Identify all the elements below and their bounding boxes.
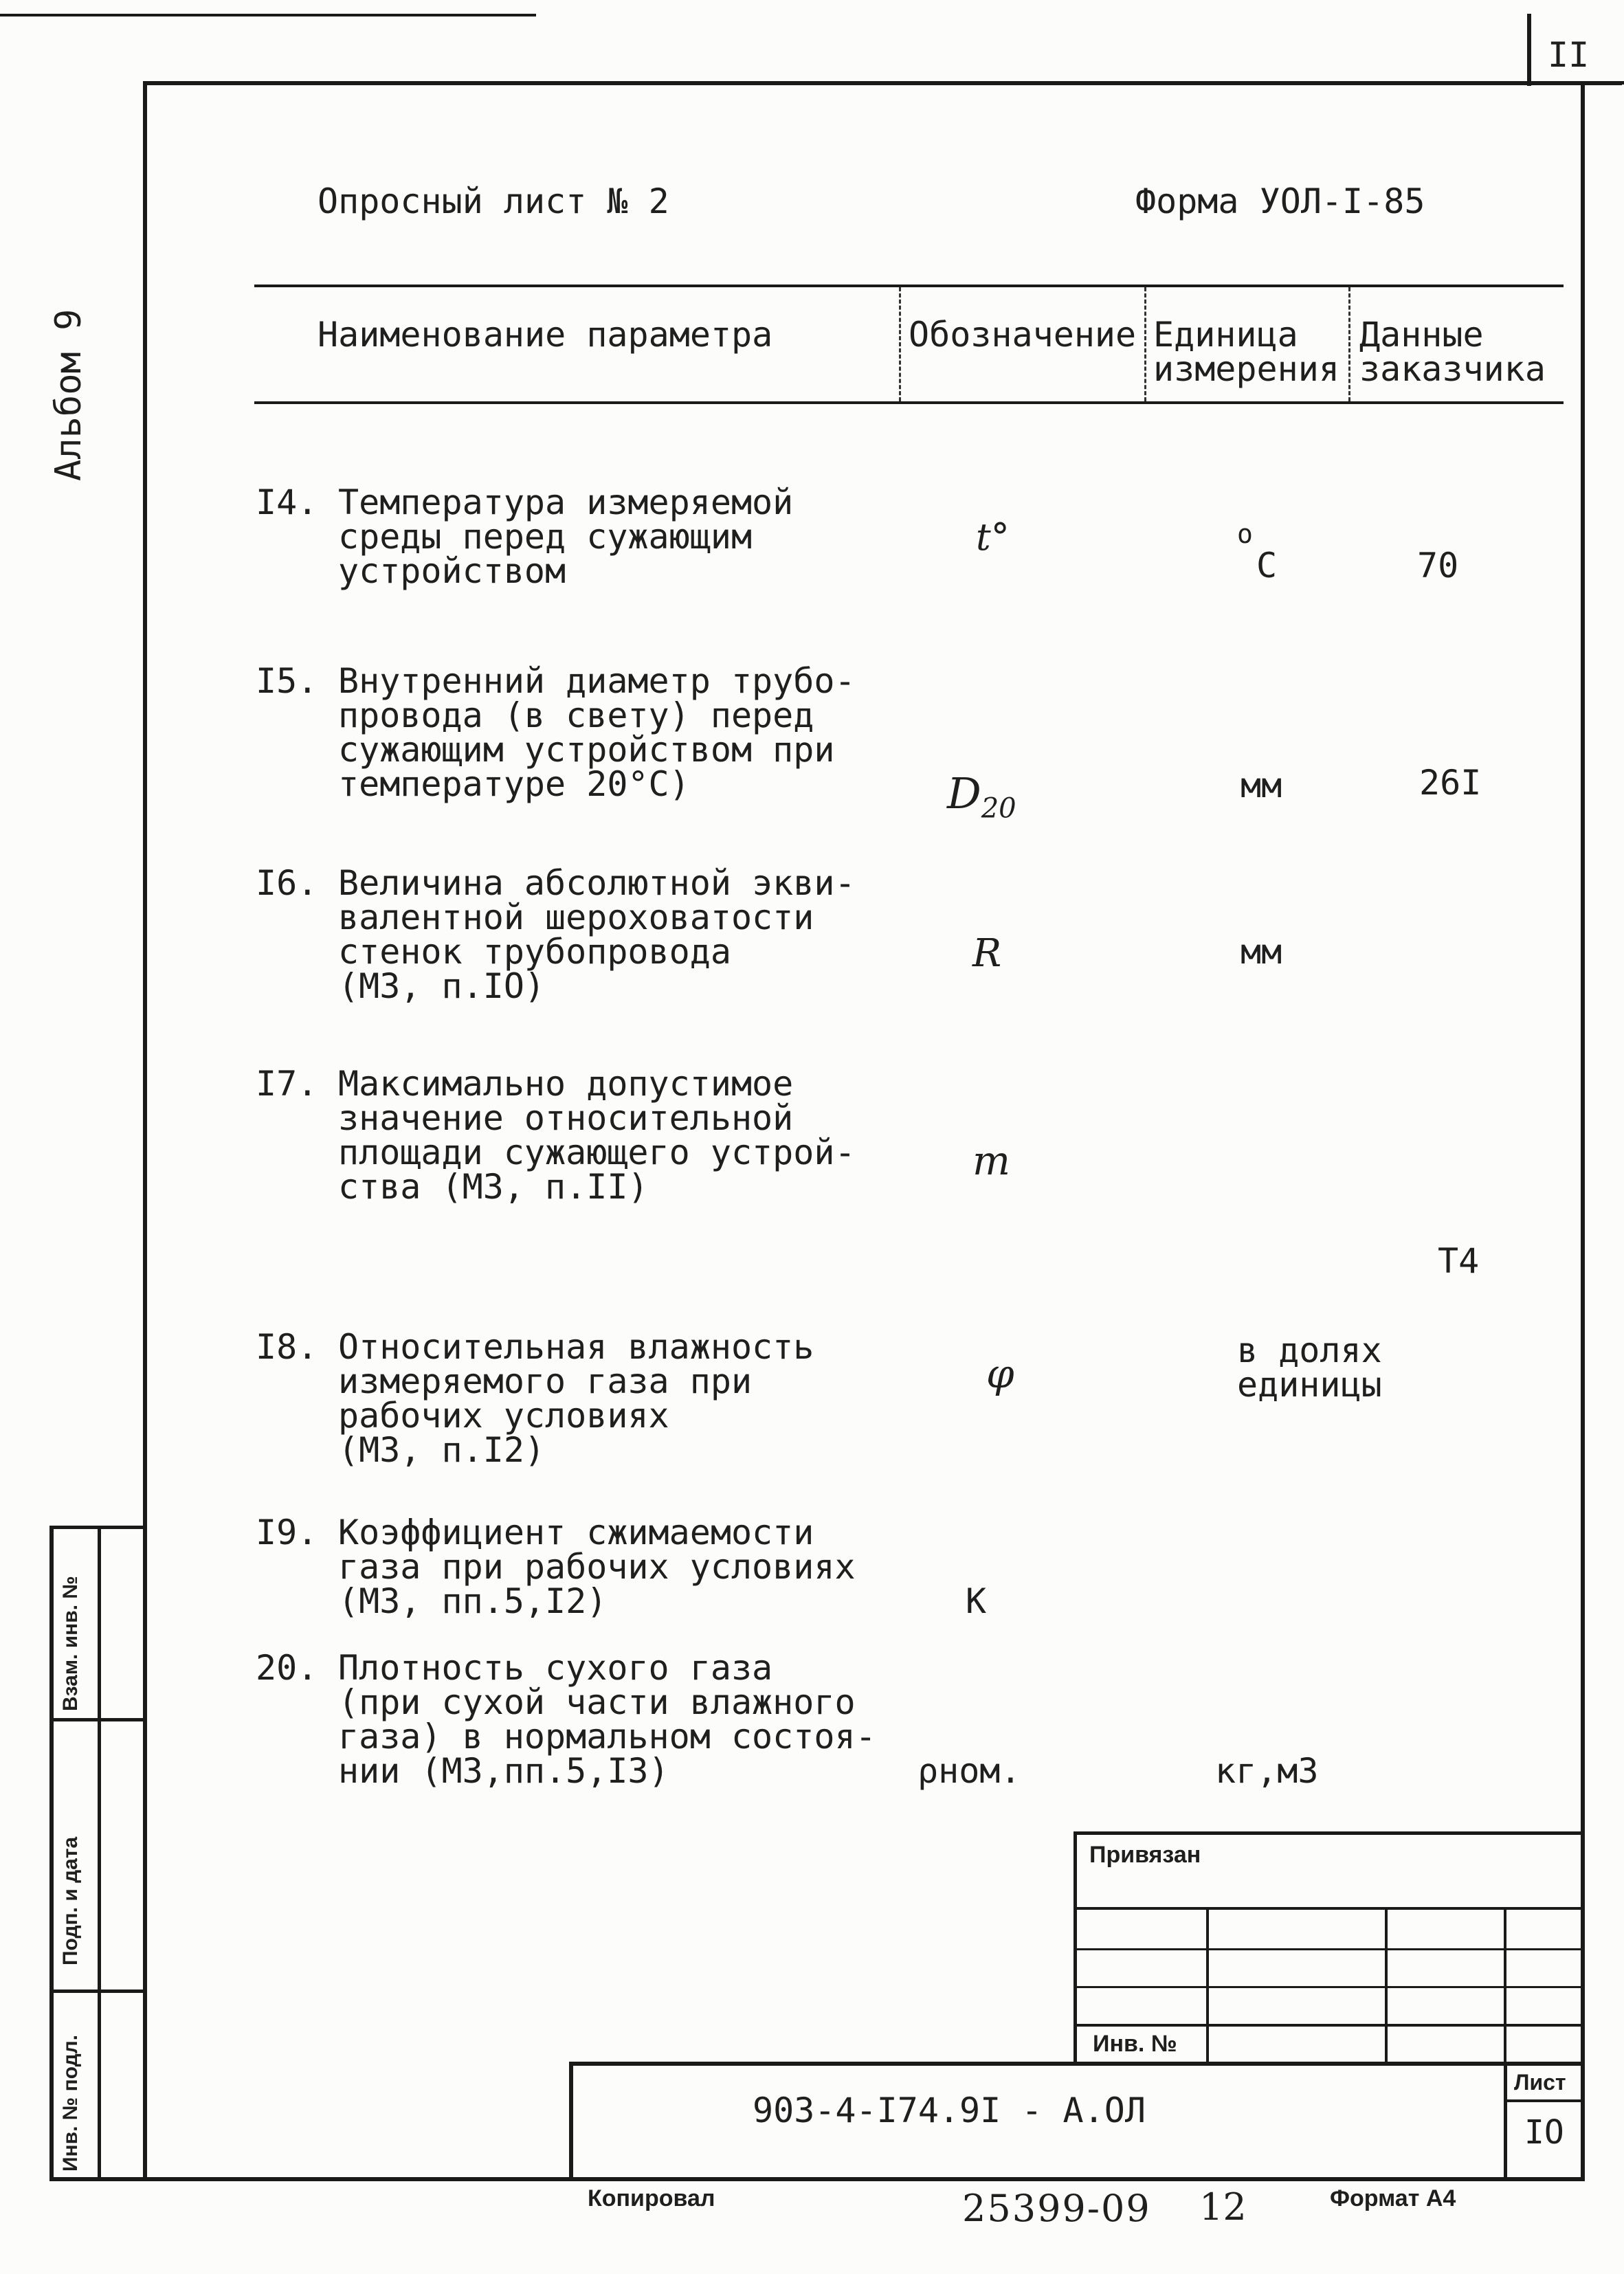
col-header-unit: Единица измерения [1153, 315, 1339, 389]
form-code: Форма УОЛ-I-85 [1135, 181, 1425, 221]
row-number: I8. [256, 1327, 318, 1367]
row-number: 20. [256, 1648, 318, 1688]
row-symbol: φ [986, 1350, 1014, 1397]
frame-left [143, 81, 147, 2181]
row-name: Температура измеряемой среды перед сужающим устройством [338, 482, 794, 591]
table-header-bottom-rule [254, 401, 1564, 404]
corner-box-left [1527, 14, 1531, 86]
row-name: Относительная влажность измеряемого газа при рабочих условиях (МЗ, п.I2) [338, 1327, 814, 1470]
col-divider-2 [1144, 287, 1146, 401]
frame-right [1581, 81, 1585, 2181]
table-header-top-rule [254, 285, 1564, 287]
row-number: I9. [256, 1513, 318, 1552]
row-value: 26I [1419, 763, 1482, 803]
original-inventory-label: Инв. № подл. [59, 2034, 82, 2172]
side-label: Альбом 9 [48, 309, 89, 481]
sheet-number: IО [1524, 2113, 1564, 2152]
signature-date-label: Подп. и дата [59, 1836, 82, 1965]
row-symbol: $D_{20}$ [947, 768, 1016, 825]
row-name: Внутренний диаметр трубо- провода (в свету) перед сужающим устройством при температуре 20°С) [338, 661, 856, 804]
row-unit: мм [1241, 932, 1282, 972]
col-divider-1 [899, 287, 901, 401]
row-number: I7. [256, 1064, 318, 1104]
row-name: Максимально допустимое значение относительной площади сужающего устрой- ства (МЗ, п.II) [338, 1064, 856, 1207]
frame-top [144, 81, 1622, 85]
row-symbol: К [966, 1581, 987, 1621]
row-unit: в долях единицы [1237, 1330, 1382, 1405]
row-unit: кг,м3 [1215, 1751, 1319, 1791]
format-label: Формат А4 [1330, 2185, 1456, 2211]
page-corner-number: II [1548, 35, 1590, 75]
row-symbol: ρном. [917, 1751, 1021, 1791]
row-value: 70 [1417, 546, 1459, 586]
inventory-label: Инв. № [1093, 2031, 1177, 2057]
row-name: Плотность сухого газа (при сухой части влажного газа) в нормальном состоя- нии (МЗ,пп.5,I3) [338, 1648, 876, 1791]
replacement-inventory-label: Взам. инв. № [59, 1576, 82, 1711]
sheet-label: Лист [1514, 2070, 1566, 2095]
col-header-name: Наименование параметра [318, 315, 773, 355]
binding-label: Привязан [1089, 1842, 1201, 1868]
row-symbol: R [972, 931, 1002, 976]
col-header-symbol: Обозначение [909, 315, 1137, 355]
row-unit: мм [1241, 766, 1282, 805]
copied-label: Копировал [588, 2185, 715, 2211]
document-code: 903-4-I74.9I - А.ОЛ [753, 2091, 1146, 2130]
col-divider-3 [1348, 287, 1350, 401]
row-number: I6. [256, 863, 318, 903]
row-name: Величина абсолютной экви- валентной шероховатости стенок трубопровода (МЗ, п.IО) [338, 863, 856, 1006]
row-number: I5. [256, 661, 318, 701]
row-symbol: m [972, 1137, 1010, 1184]
row-number: I4. [256, 482, 318, 522]
row-name: Коэффициент сжимаемости газа при рабочих условиях (МЗ, пп.5,I2) [338, 1513, 856, 1621]
row-symbol: t° [976, 515, 1010, 559]
row-unit: С [1256, 546, 1278, 586]
archive-number: 25399-09 [962, 2187, 1151, 2230]
form-title: Опросный лист № 2 [318, 181, 669, 221]
page-number: 12 [1199, 2185, 1247, 2229]
frame-bottom [49, 2177, 1585, 2181]
row-value: Т4 [1438, 1241, 1480, 1281]
col-header-data: Данные заказчика [1359, 315, 1546, 389]
top-edge-line [0, 14, 536, 16]
row-unit-superscript: o [1237, 519, 1253, 549]
